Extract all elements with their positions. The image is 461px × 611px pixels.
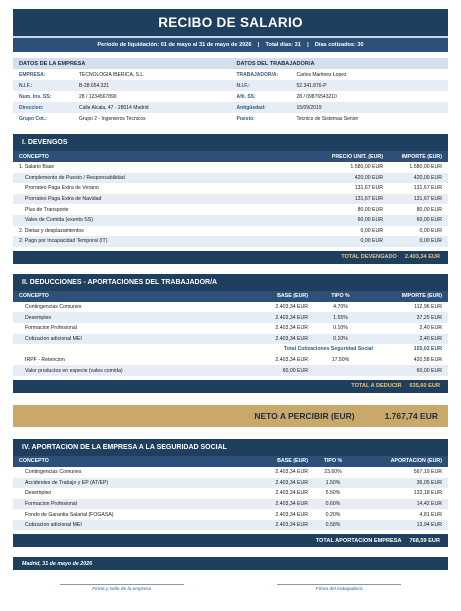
cell-concepto: Complemento de Puesto / Responsabilidad	[25, 174, 125, 181]
parties-row	[13, 69, 448, 80]
company-field	[13, 113, 231, 124]
cell-importe: 112,96 EUR	[414, 304, 442, 311]
cell-tipo: 0.58%	[325, 522, 341, 529]
table-row	[13, 302, 448, 313]
worker-field	[231, 80, 449, 91]
signature-worker-label: Firma del trabajador/a	[315, 587, 363, 592]
col-aportacion: APORTACION (EUR)	[390, 458, 442, 465]
company-field-label: Num. Ins. SS:	[19, 93, 52, 100]
cell-concepto: Cotizacion adicional MEI	[25, 522, 82, 529]
signature-company	[13, 584, 231, 592]
worker-field	[231, 91, 449, 102]
total-devengado-label: TOTAL DEVENGADO	[341, 254, 397, 261]
cell-precio-unit: 0,00 EUR	[360, 238, 383, 245]
cell-concepto: Fondo de Garantia Salarial (FOGASA)	[25, 511, 114, 518]
col-importe: IMPORTE (EUR)	[401, 153, 442, 160]
cell-base: 2.403,34 EUR	[275, 304, 308, 311]
table-row	[13, 236, 448, 247]
cell-importe: 4,81 EUR	[419, 511, 442, 518]
cell-concepto: Valor productos en especie (vales comida)	[25, 367, 123, 374]
table-row	[13, 509, 448, 520]
cell-importe: 567,19 EUR	[413, 469, 442, 476]
deducciones-rows-2	[13, 355, 448, 376]
cell-base: 60,00 EUR	[282, 367, 308, 374]
cell-tipo: 0.10%	[333, 335, 348, 342]
cell-tipo: 0.60%	[325, 500, 341, 507]
col-precio-unit: PRECIO UNIT. (EUR)	[331, 153, 383, 160]
cell-concepto: Plus de Transporte	[25, 206, 69, 213]
parties-row	[13, 113, 448, 124]
aportacion-rows	[13, 467, 448, 531]
cell-importe: 2,40 EUR	[419, 335, 442, 342]
cell-base: 2.403,34 EUR	[275, 490, 308, 497]
cell-concepto: Formacion Profesional	[25, 500, 77, 507]
cell-importe: 13,94 EUR	[416, 522, 442, 529]
cell-concepto: Cotizacion adicional MEI	[25, 335, 82, 342]
cell-concepto: 2. Pago por Incapacidad Temporal (IT)	[19, 238, 108, 245]
cell-concepto: Prorrateo Paga Extra de Verano	[25, 185, 99, 192]
cell-concepto: Formacion Profesional	[25, 325, 77, 332]
devengos-rows	[13, 162, 448, 247]
aportacion-column-header	[13, 456, 448, 467]
cell-concepto: 1. Salario Base	[19, 164, 55, 171]
table-row	[13, 312, 448, 323]
cell-tipo: 1.55%	[333, 314, 348, 321]
table-row	[13, 226, 448, 237]
parties-row	[13, 80, 448, 91]
worker-field-value: Tecnico de Sistemas Senior	[296, 115, 359, 122]
table-row	[13, 323, 448, 334]
cell-importe: 0,00 EUR	[419, 238, 442, 245]
footer-date-bar	[13, 557, 448, 570]
subtotal-value: 155,02 EUR	[413, 346, 442, 353]
col-concepto: CONCEPTO	[19, 153, 49, 160]
cell-base: 2.403,34 EUR	[275, 479, 308, 486]
subtotal-cotizaciones	[13, 344, 448, 355]
cell-importe: 60,00 EUR	[416, 217, 442, 224]
cell-concepto: Prorrateo Paga Extra de Navidad	[25, 196, 102, 203]
total-aportacion-bar	[13, 534, 448, 547]
table-row	[13, 355, 448, 366]
cell-base: 2.403,34 EUR	[275, 469, 308, 476]
cell-importe: 131,67 EUR	[413, 185, 442, 192]
signature-company-label: Firma y sello de la empresa	[92, 587, 152, 592]
devengos-column-header	[13, 151, 448, 162]
neto-bar	[13, 405, 448, 427]
worker-field-label: TRABAJADOR/A:	[236, 71, 279, 78]
cell-importe: 420,58 EUR	[413, 357, 442, 364]
company-field	[13, 69, 231, 80]
cell-precio-unit: 131,67 EUR	[354, 185, 383, 192]
cell-tipo: 5.50%	[325, 490, 341, 497]
cell-base: 2.403,34 EUR	[275, 314, 308, 321]
cell-importe: 131,67 EUR	[413, 196, 442, 203]
cell-concepto: Desempleo	[25, 490, 52, 497]
company-field	[13, 91, 231, 102]
company-field	[13, 80, 231, 91]
total-devengado-bar	[13, 251, 448, 264]
cell-base: 2.403,34 EUR	[275, 511, 308, 518]
cell-concepto: 2. Dietas y desplazamientos	[19, 227, 84, 234]
col-concepto: CONCEPTO	[19, 293, 49, 300]
table-row	[13, 488, 448, 499]
col-base: BASE (EUR)	[277, 293, 308, 300]
table-row	[13, 467, 448, 478]
company-field-value: TECNOLOGIA IBERICA, S.L.	[79, 71, 145, 78]
table-row	[13, 215, 448, 226]
parties-header	[13, 58, 448, 69]
company-field-label: Grupo Cot.:	[19, 115, 47, 122]
signature-line	[60, 584, 184, 585]
total-aportacion-label: TOTAL APORTACION EMPRESA	[315, 537, 402, 544]
cell-importe: 2,40 EUR	[419, 325, 442, 332]
total-deducir-label: TOTAL A DEDUCIR	[351, 383, 402, 390]
table-row	[13, 365, 448, 376]
table-row	[13, 194, 448, 205]
cell-base: 2.403,34 EUR	[275, 325, 308, 332]
worker-field-label: Antigüedad:	[236, 104, 266, 111]
signature-line	[277, 584, 401, 585]
cell-base: 2.403,34 EUR	[275, 500, 308, 507]
company-field-label: Direccion:	[19, 104, 44, 111]
table-row	[13, 204, 448, 215]
aportacion-title: IV. APORTACION DE LA EMPRESA A LA SEGURIDAD SOCIAL	[13, 439, 448, 456]
neto-label: NETO A PERCIBIR (EUR)	[254, 410, 355, 421]
table-row	[13, 520, 448, 531]
company-field-value: Grupo 2 - Ingenieros Tecnicos	[79, 115, 146, 122]
total-aportacion-value: 768,59 EUR	[409, 537, 440, 544]
cell-base: 2.403,34 EUR	[275, 522, 308, 529]
cell-importe: 14,42 EUR	[416, 500, 442, 507]
company-header: DATOS DE LA EMPRESA	[19, 60, 86, 67]
table-row	[13, 334, 448, 345]
cell-tipo: 23.60%	[324, 469, 342, 476]
cell-concepto: Desempleo	[25, 314, 52, 321]
parties-row	[13, 91, 448, 102]
cell-precio-unit: 80,00 EUR	[357, 206, 383, 213]
cell-concepto: Vales de Comida (exento SS)	[25, 217, 93, 224]
cell-tipo: 17.50%	[331, 357, 350, 364]
company-field-value: 28 / 1234567890	[79, 93, 117, 100]
cell-importe: 36,05 EUR	[416, 479, 442, 486]
col-concepto: CONCEPTO	[19, 458, 49, 465]
devengos-title: I. DEVENGOS	[13, 134, 448, 151]
cell-concepto: Contingencias Comunes	[25, 469, 82, 476]
cell-tipo: 0.10%	[333, 325, 348, 332]
cell-importe: 37,25 EUR	[416, 314, 442, 321]
deducciones-title: II. DEDUCCIONES - APORTACIONES DEL TRABAJADOR/A	[13, 274, 448, 291]
cell-importe: 60,00 EUR	[416, 367, 442, 374]
company-field-value: Calle Alcala, 47 - 28014 Madrid	[79, 104, 149, 111]
cell-importe: 420,00 EUR	[413, 174, 442, 181]
col-tipo: TIPO %	[323, 458, 343, 465]
company-field-value: B-28.654.321	[79, 82, 110, 89]
cell-importe: 0,00 EUR	[419, 227, 442, 234]
total-deducir-bar	[13, 380, 448, 393]
table-row	[13, 173, 448, 184]
total-devengado-value: 2.403,34 EUR	[404, 254, 440, 261]
worker-field-value: 15/09/2019	[296, 104, 322, 111]
deducciones-rows	[13, 302, 448, 344]
cell-importe: 132,18 EUR	[413, 490, 442, 497]
worker-field-label: Puesto:	[236, 115, 255, 122]
neto-value: 1.767,74 EUR	[384, 410, 438, 421]
cell-importe: 1.580,00 EUR	[409, 164, 442, 171]
cell-base: 2.403,34 EUR	[275, 335, 308, 342]
cell-base: 2.403,34 EUR	[275, 357, 308, 364]
period-text: Periodo de liquidación: 01 de mayo al 31 de mayo de 2026 | Total días: 31 | Días cotizados: 30	[97, 42, 364, 48]
worker-field	[231, 113, 449, 124]
worker-field	[231, 102, 449, 113]
col-tipo: TIPO %	[331, 293, 350, 300]
cell-concepto: Accidentes de Trabajo y EP (AT/EP)	[25, 479, 109, 486]
table-row	[13, 478, 448, 489]
footer-date: Madrid, 31 de mayo de 2026	[22, 560, 93, 567]
cell-precio-unit: 0,00 EUR	[360, 227, 383, 234]
cell-concepto: Contingencias Comunes	[25, 304, 82, 311]
worker-field-value: Carlos Martinez Lopez	[296, 71, 347, 78]
col-importe: IMPORTE (EUR)	[401, 293, 442, 300]
signature-worker	[231, 584, 449, 592]
total-deducir-value: 635,60 EUR	[409, 383, 440, 390]
cell-precio-unit: 60,00 EUR	[357, 217, 383, 224]
table-row	[13, 499, 448, 510]
cell-concepto: IRPF - Retencion	[25, 357, 65, 364]
deducciones-column-header	[13, 291, 448, 302]
page-title: RECIBO DE SALARIO	[13, 9, 448, 36]
company-field-label: N.I.F.:	[19, 82, 33, 89]
period-bar	[13, 38, 448, 52]
table-row	[13, 183, 448, 194]
signatures	[13, 584, 448, 592]
cell-tipo: 1.50%	[325, 479, 341, 486]
parties-table	[13, 69, 448, 124]
subtotal-label: Total Cotizaciones Seguridad Social	[284, 346, 373, 353]
worker-field-value: 28 / 09876543210	[296, 93, 337, 100]
worker-header: DATOS DEL TRABAJADOR/A	[236, 60, 315, 67]
worker-field	[231, 69, 449, 80]
worker-field-label: N.I.F.:	[236, 82, 250, 89]
worker-field-label: Afil. SS:	[236, 93, 256, 100]
cell-tipo: 0.20%	[325, 511, 341, 518]
col-base: BASE (EUR)	[277, 458, 308, 465]
company-field-label: EMPRESA:	[19, 71, 46, 78]
cell-precio-unit: 1.580,00 EUR	[350, 164, 383, 171]
payslip	[13, 9, 448, 570]
cell-precio-unit: 420,00 EUR	[354, 174, 383, 181]
parties-row	[13, 102, 448, 113]
worker-field-value: 52.341.876-P	[296, 82, 327, 89]
cell-precio-unit: 131,67 EUR	[354, 196, 383, 203]
cell-importe: 80,00 EUR	[416, 206, 442, 213]
company-field	[13, 102, 231, 113]
cell-tipo: 4.70%	[333, 304, 348, 311]
table-row	[13, 162, 448, 173]
